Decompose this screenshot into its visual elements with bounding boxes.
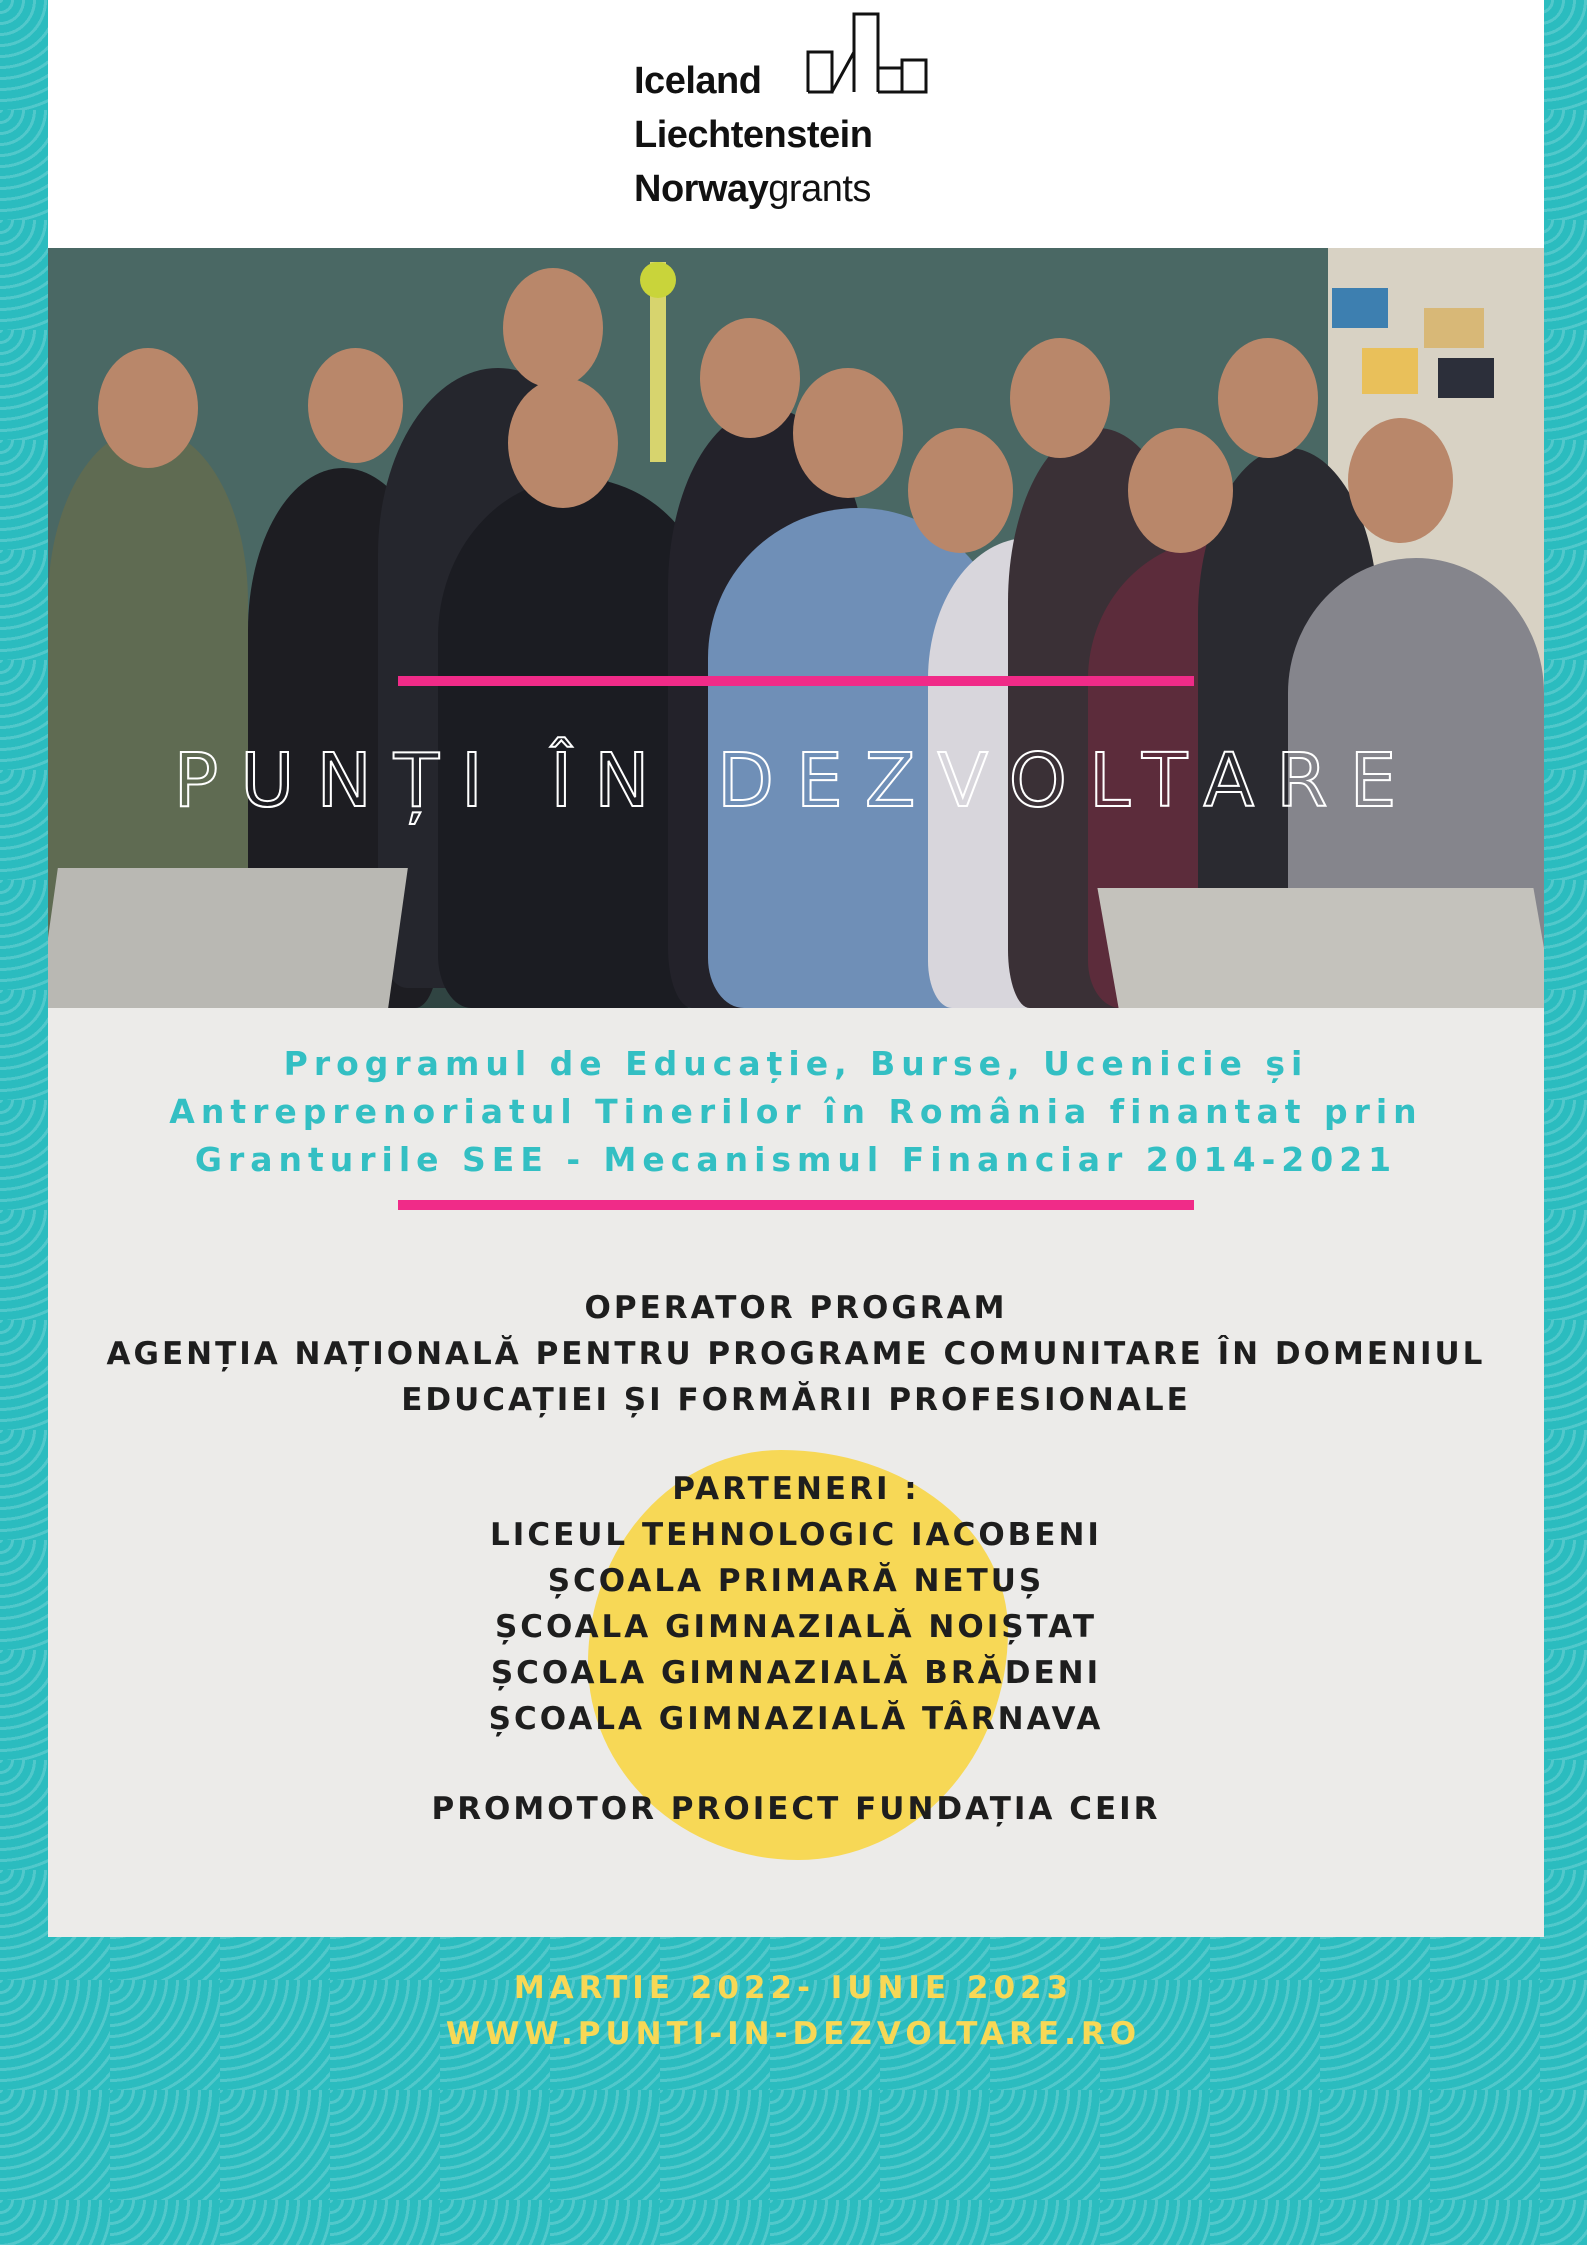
logo-line-iceland: Iceland	[634, 60, 762, 102]
partner-item: LICEUL TEHNOLOGIC IACOBENI	[490, 1517, 1102, 1553]
promoter: PROMOTOR PROIECT FUNDAȚIA CEIR	[431, 1791, 1161, 1827]
partners-heading: PARTENERI :	[672, 1471, 920, 1507]
program-divider	[398, 1200, 1194, 1210]
operator-line-1: AGENȚIA NAȚIONALĂ PENTRU PROGRAME COMUNITARE ÎN DOMENIUL	[106, 1336, 1486, 1372]
partners-section	[48, 1466, 1544, 1742]
logo-line-norway: Norwaygrants	[634, 168, 871, 210]
program-line-1: Programul de Educație, Burse, Ucenicie și	[283, 1044, 1309, 1083]
partner-item: ȘCOALA GIMNAZIALĂ NOIȘTAT	[494, 1609, 1098, 1645]
footer-website[interactable]: WWW.PUNTI-IN-DEZVOLTARE.RO	[445, 2016, 1142, 2052]
operator-heading: OPERATOR PROGRAM	[584, 1290, 1008, 1326]
hero-title: PUNȚI ÎN DEZVOLTARE	[173, 738, 1419, 824]
poster-sheet	[48, 0, 1544, 1937]
program-description	[108, 1040, 1484, 1184]
desk-right	[1097, 888, 1544, 1008]
operator-line-2: EDUCAȚIEI ȘI FORMĂRII PROFESIONALE	[401, 1382, 1191, 1418]
footer-dates: MARTIE 2022- IUNIE 2023	[513, 1970, 1074, 2006]
hero-photo	[48, 248, 1544, 1008]
hero-divider-top	[398, 676, 1194, 686]
operator-section	[48, 1285, 1544, 1423]
desk-left	[48, 868, 408, 1008]
partner-item: ȘCOALA GIMNAZIALĂ BRĂDENI	[490, 1655, 1102, 1691]
logo-band	[48, 0, 1544, 248]
eea-grants-logo	[634, 12, 974, 222]
partner-item: ȘCOALA GIMNAZIALĂ TÂRNAVA	[488, 1701, 1104, 1737]
logo-line-liechtenstein: Liechtenstein	[634, 114, 873, 156]
partner-item: ȘCOALA PRIMARĂ NETUȘ	[547, 1563, 1045, 1599]
program-line-2: Antreprenoriatul Tinerilor în România finantat prin	[169, 1092, 1423, 1131]
logo-mark-icon	[806, 12, 928, 102]
program-line-3: Granturile SEE - Mecanismul Financiar 2014-2021	[194, 1140, 1398, 1179]
